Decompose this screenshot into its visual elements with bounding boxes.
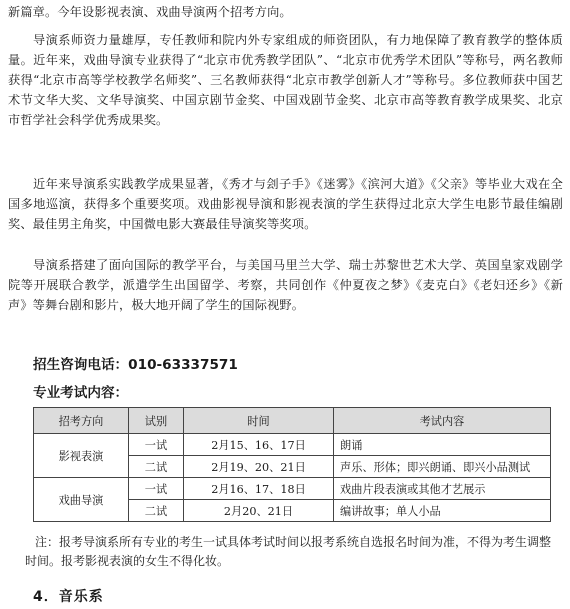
- direction-cell: 戏曲导演: [34, 478, 129, 522]
- time-cell: 2月16、17、18日: [184, 478, 334, 500]
- achievements-paragraph: 近年来导演系实践教学成果显著，《秀才与刽子手》《迷雾》《滨河大道》《父亲》等毕业大戏在全国多地巡演，获得多个重要奖项。戏曲影视导演和影视表演的学生获得过北京大学生电影节最佳编剧奖、最佳男主角奖，中国微电影大赛最佳导演奖等奖项。: [8, 177, 563, 231]
- content-cell: 声乐、形体；即兴朗诵、即兴小品测试: [334, 456, 551, 478]
- header-direction: 招考方向: [34, 408, 129, 434]
- content-cell: 编讲故事；单人小品: [334, 500, 551, 522]
- international-paragraph: 导演系搭建了面向国际的教学平台，与美国马里兰大学、瑞士苏黎世艺术大学、英国皇家戏剧学院等开展联合教学，派遣学生出国留学、考察，共同创作《仲夏夜之梦》《麦克白》《老妇还乡》《新声》等舞台剧和影片，极大地开阔了学生的国际视野。: [8, 258, 563, 312]
- section-heading-music: 4．音乐系: [33, 589, 104, 605]
- exam-note: 注：报考导演系所有专业的考生一试具体考试时间以报考系统自选报名时间为准，不得为考生调整时间。报考影视表演的女生不得化妆。: [25, 535, 552, 568]
- time-cell: 2月19、20、21日: [184, 456, 334, 478]
- intro-line: 新篇章。今年设影视表演、戏曲导演两个招考方向。: [8, 5, 292, 19]
- header-content: 考试内容: [334, 408, 551, 434]
- content-cell: 朗诵: [334, 434, 551, 456]
- round-cell: 二试: [129, 456, 184, 478]
- table-row: [34, 434, 551, 456]
- round-cell: 二试: [129, 500, 184, 522]
- exam-content-heading: 专业考试内容：: [33, 385, 129, 401]
- time-cell: 2月20、21日: [184, 500, 334, 522]
- consult-phone-label: 招生咨询电话：: [33, 357, 129, 373]
- faculty-paragraph: 导演系师资力量雄厚，专任教师和院内外专家组成的师资团队，有力地保障了教育教学的整体质量。近年来，戏曲导演专业获得了“北京市优秀教学团队”、“北京市优秀学术团队”等称号，两名教师获得“北京市高等学校教学名师奖”、三名教师获得“北京市教学创新人才”等称号。多位教师获中国艺术节文华大奖、文华导演奖、中国京剧节金奖、中国戏剧节金奖、北京市高等教育教学成果奖、北京市哲学社会科学优秀成果奖。: [8, 33, 563, 127]
- round-cell: 一试: [129, 478, 184, 500]
- time-cell: 2月15、16、17日: [184, 434, 334, 456]
- consult-phone-heading: [33, 353, 238, 373]
- content-cell: 戏曲片段表演或其他才艺展示: [334, 478, 551, 500]
- consult-phone-number: 010-63337571: [128, 357, 238, 373]
- header-round: 试别: [129, 408, 184, 434]
- table-header-row: [34, 408, 551, 434]
- direction-cell: 影视表演: [34, 434, 129, 478]
- table-row: [34, 478, 551, 500]
- round-cell: 一试: [129, 434, 184, 456]
- header-time: 时间: [184, 408, 334, 434]
- exam-table: [33, 407, 551, 522]
